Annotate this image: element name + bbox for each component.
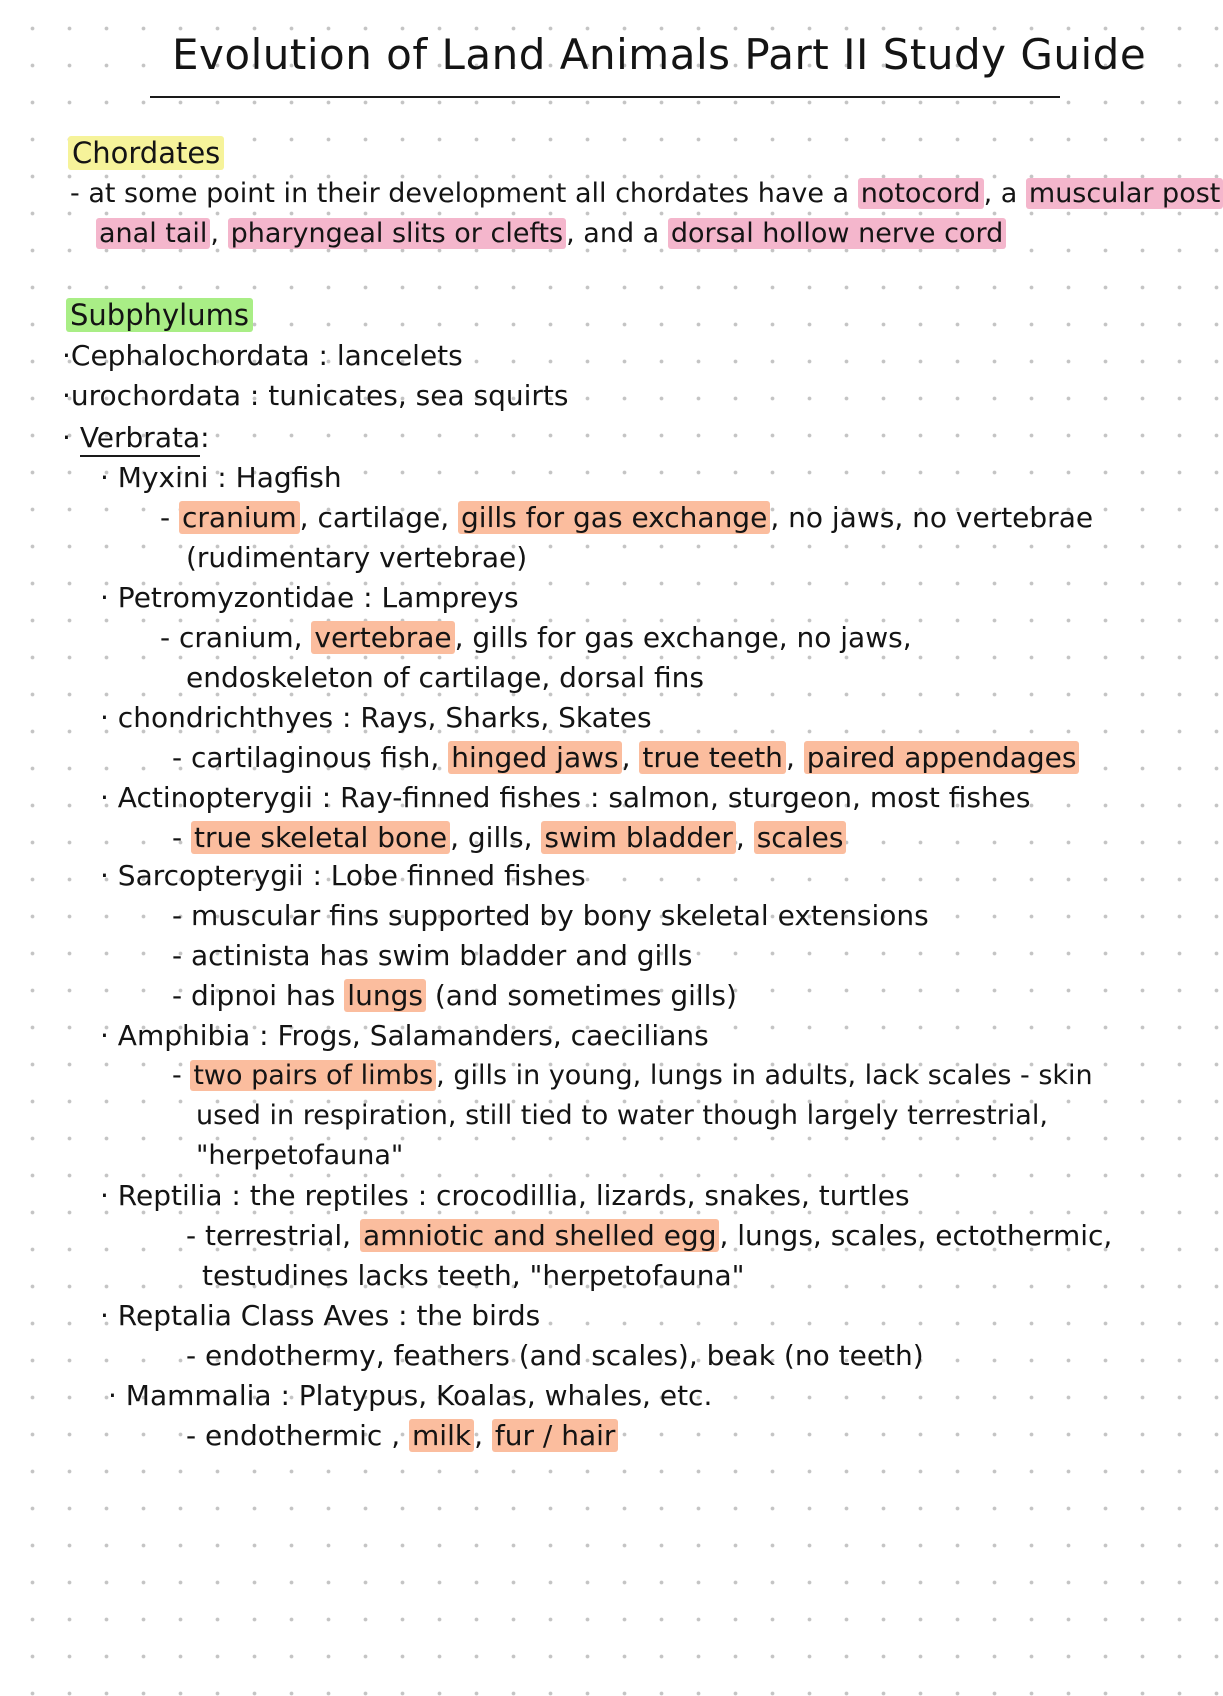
subphylum-urochordata: ·urochordata : tunicates, sea squirts (62, 379, 569, 412)
subphylum-verbrata: · Verbrata: (62, 420, 210, 456)
reptilia-traits-2: testudines lacks teeth, "herpetofauna" (202, 1259, 745, 1292)
petro-traits-1: - cranium, vertebrae , gills for gas exchange, no jaws, (160, 621, 912, 654)
class-reptilia: · Reptilia : the reptiles : crocodillia, lizards, snakes, turtles (100, 1179, 910, 1212)
page-title: Evolution of Land Animals Part II Study Guide (172, 30, 1147, 79)
highlight-pharyngeal: pharyngeal slits or clefts (228, 218, 567, 249)
class-sarcopterygii: · Sarcopterygii : Lobe finned fishes (100, 859, 586, 892)
chondri-traits: - cartilaginous fish, hinged jaws , true teeth , paired appendages (172, 740, 1079, 776)
class-petromyzontidae: · Petromyzontidae : Lampreys (100, 581, 519, 614)
sarco-traits-3: - dipnoi has lungs (and sometimes gills) (172, 979, 737, 1012)
amphibia-traits-2: used in respiration, still tied to water though largely terrestrial, (196, 1100, 1048, 1131)
myxini-traits-1: - cranium , cartilage, gills for gas exchange , no jaws, no vertebrae (160, 501, 1094, 534)
reptilia-traits-1: - terrestrial, amniotic and shelled egg , lungs, scales, ectothermic, (186, 1219, 1113, 1252)
aves-traits: - endothermy, feathers (and scales), beak (no teeth) (186, 1339, 924, 1372)
mammalia-traits: - endothermic , milk , fur / hair (186, 1418, 618, 1454)
subphylum-cephalochordata: ·Cephalochordata : lancelets (62, 339, 463, 372)
myxini-traits-2: (rudimentary vertebrae) (186, 541, 528, 574)
highlight-muscular-post: muscular post (1026, 178, 1223, 209)
highlight-notocord: notocord (858, 178, 984, 209)
sarco-traits-1: - muscular fins supported by bony skeletal extensions (172, 899, 929, 932)
class-amphibia: · Amphibia : Frogs, Salamanders, caecilians (100, 1019, 709, 1052)
chordates-line-2: anal tail , pharyngeal slits or clefts , and a dorsal hollow nerve cord (96, 216, 1006, 252)
class-chondrichthyes: · chondrichthyes : Rays, Sharks, Skates (100, 701, 652, 734)
amphibia-traits-1: - two pairs of limbs , gills in young, lungs in adults, lack scales - skin (172, 1060, 1093, 1091)
class-myxini: · Myxini : Hagfish (100, 461, 342, 494)
class-actinopterygii: · Actinopterygii : Ray-finned fishes : salmon, sturgeon, most fishes (100, 781, 1031, 814)
petro-traits-2: endoskeleton of cartilage, dorsal fins (186, 661, 704, 694)
chordates-line-1: - at some point in their development all chordates have a notocord , a muscular post (70, 176, 1223, 212)
class-mammalia: · Mammalia : Platypus, Koalas, whales, etc. (108, 1379, 713, 1412)
section-heading-chordates: Chordates (68, 136, 224, 170)
highlight-anal-tail: anal tail (96, 218, 210, 249)
title-underline (150, 96, 1060, 98)
highlight-dorsal-nerve-cord: dorsal hollow nerve cord (668, 218, 1006, 249)
sarco-traits-2: - actinista has swim bladder and gills (172, 939, 693, 972)
actino-traits: - true skeletal bone , gills, swim bladder , scales (172, 820, 846, 856)
amphibia-traits-3: "herpetofauna" (196, 1140, 404, 1171)
class-aves: · Reptalia Class Aves : the birds (100, 1299, 541, 1332)
section-heading-subphylums: Subphylums (66, 298, 253, 332)
